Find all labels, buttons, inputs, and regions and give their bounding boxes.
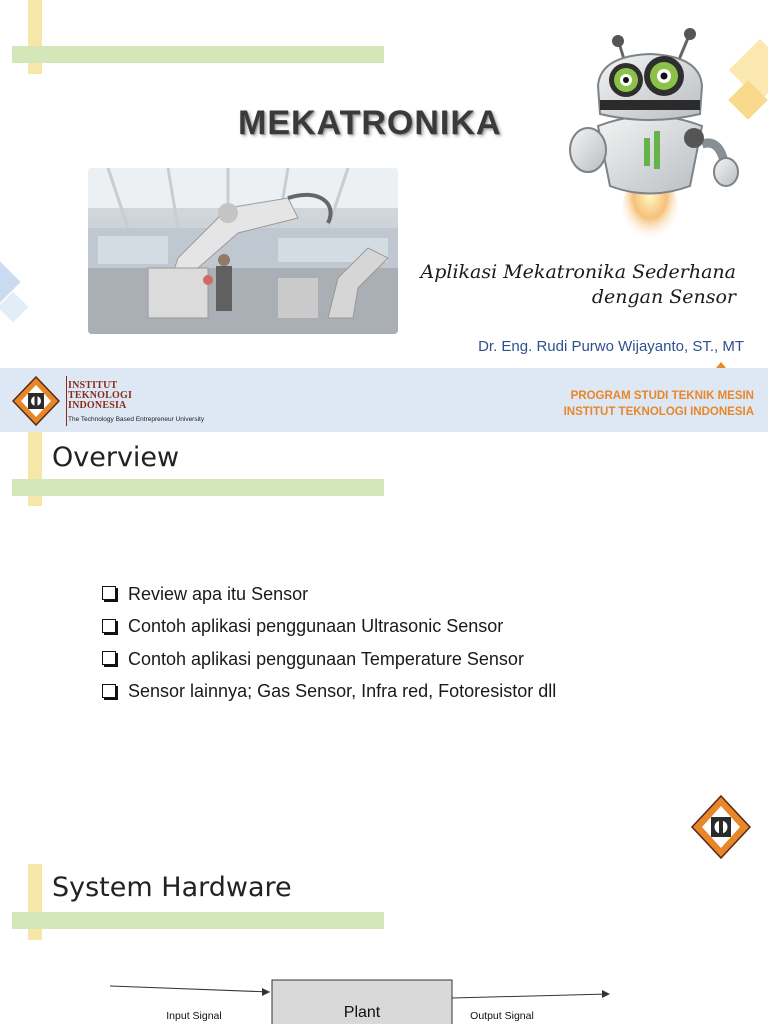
presentation-title: MEKATRONIKA bbox=[238, 104, 502, 142]
arrow-head-icon bbox=[262, 988, 270, 996]
checkbox-bullet-icon bbox=[102, 684, 116, 698]
checkbox-bullet-icon bbox=[102, 619, 116, 633]
iti-logo-icon bbox=[12, 376, 60, 426]
overview-list bbox=[102, 578, 556, 708]
list-item bbox=[102, 578, 556, 611]
list-item bbox=[102, 676, 556, 709]
cartoon-robot-illustration bbox=[560, 26, 740, 256]
list-item bbox=[102, 611, 556, 644]
institution-footer-band bbox=[0, 368, 768, 432]
divider bbox=[66, 376, 67, 426]
checkbox-bullet-icon bbox=[102, 651, 116, 665]
list-item-text: Contoh aplikasi penggunaan Ultrasonic Sensor bbox=[128, 616, 504, 637]
program-line: INSTITUT TEKNOLOGI INDONESIA bbox=[563, 406, 754, 418]
accent-bar-horizontal bbox=[12, 46, 384, 63]
institute-name-line: TEKNOLOGI bbox=[68, 390, 133, 401]
overview-slide bbox=[0, 432, 768, 864]
program-label bbox=[564, 388, 754, 420]
iti-logo-icon bbox=[690, 794, 752, 860]
slide-title: Overview bbox=[52, 442, 180, 473]
accent-bar-horizontal bbox=[12, 479, 384, 496]
institute-name-line: INDONESIA bbox=[68, 400, 127, 411]
arrow-head-icon bbox=[602, 990, 610, 998]
program-line: PROGRAM STUDI TEKNIK MESIN bbox=[570, 390, 754, 402]
list-item-text: Contoh aplikasi penggunaan Temperature Sensor bbox=[128, 648, 524, 669]
title-slide bbox=[0, 0, 768, 432]
subtitle-line: dengan Sensor bbox=[591, 286, 736, 308]
presentation-subtitle bbox=[420, 260, 736, 310]
author-name: Dr. Eng. Rudi Purwo Wijayanto, ST., MT bbox=[478, 338, 744, 355]
system-hardware-slide bbox=[0, 864, 768, 1024]
plant-label: Plant bbox=[343, 1004, 381, 1021]
input-signal-label: Input Signal bbox=[166, 1010, 222, 1022]
list-item-text: Sensor lainnya; Gas Sensor, Infra red, Fotoresistor dll bbox=[128, 681, 557, 702]
output-signal-label: Output Signal bbox=[470, 1010, 534, 1022]
slide-title: System Hardware bbox=[52, 872, 292, 903]
plant-block-diagram bbox=[110, 964, 630, 1024]
accent-bar-horizontal bbox=[12, 912, 384, 929]
list-item bbox=[102, 643, 556, 676]
list-item-text: Review apa itu Sensor bbox=[128, 583, 309, 604]
industrial-robot-photo bbox=[88, 168, 398, 334]
checkbox-bullet-icon bbox=[102, 586, 116, 600]
institute-tagline: The Technology Based Entrepreneur University bbox=[68, 416, 205, 423]
subtitle-line: Aplikasi Mekatronika Sederhana bbox=[420, 261, 736, 283]
institute-name-line: INSTITUT bbox=[68, 380, 118, 391]
institute-name bbox=[68, 381, 132, 411]
